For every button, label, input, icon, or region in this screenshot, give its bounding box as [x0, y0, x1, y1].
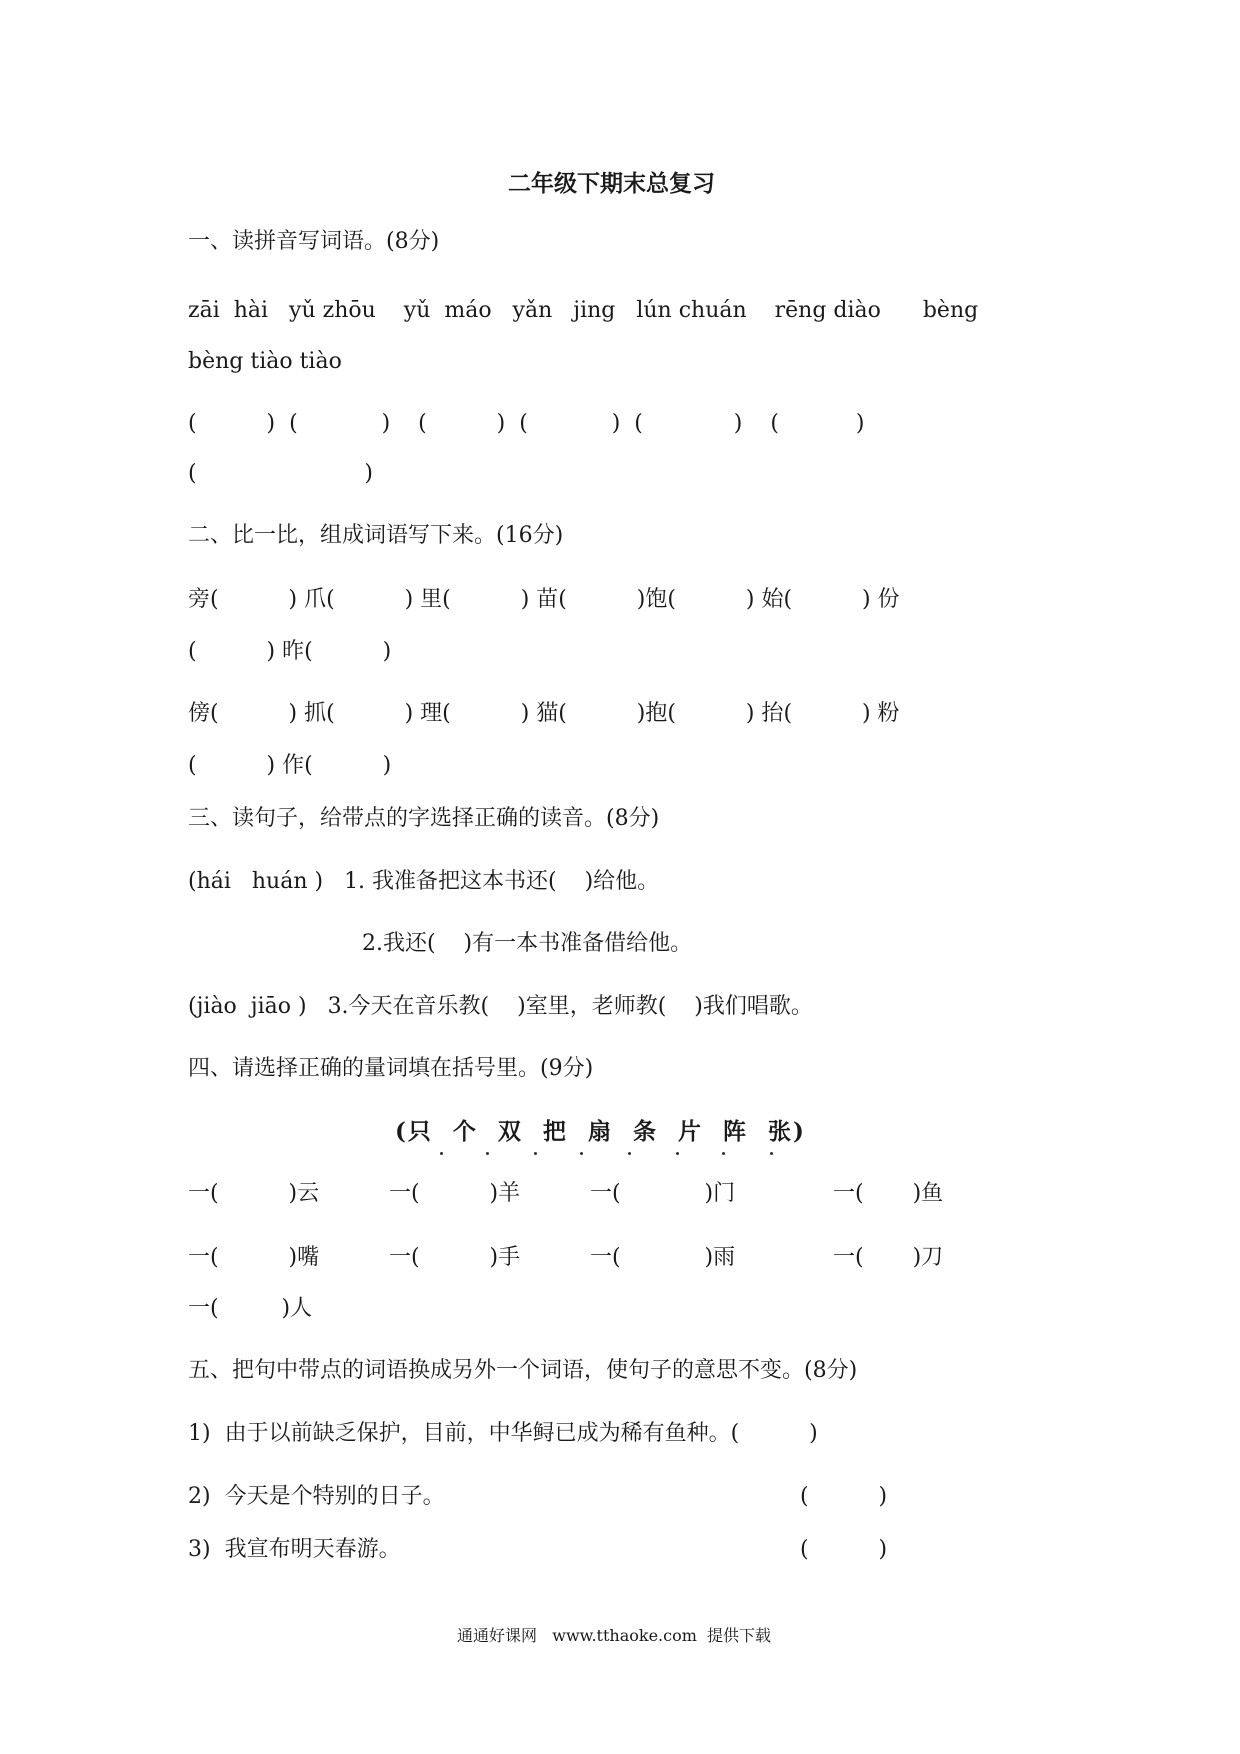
section-3-heading: 三、读句子，给带点的字选择正确的读音。(8分) [188, 806, 660, 831]
emphasis-dot [440, 1152, 443, 1155]
emphasis-dot [676, 1152, 679, 1155]
emphasis-dot [722, 1152, 725, 1155]
sentence-line-3: (jiào jiāo ) 3.今天在音乐教( )室里，老师教( )我们唱歌。 [188, 994, 813, 1019]
emphasis-dot [628, 1152, 631, 1155]
compare-row-2a: 傍( ) 抓( ) 理( ) 猫( )抱( ) 抬( ) 粉 [188, 701, 900, 726]
sentence-line-1: (hái huán ) 1. 我准备把这本书还( )给他。 [188, 869, 660, 894]
answer-brackets-line-1: ( ) ( ) ( ) ( ) ( ) ( ) [188, 411, 865, 436]
section-2-heading: 二、比一比，组成词语写下来。(16分) [188, 523, 564, 548]
page-title: 二年级下期末总复习 [508, 170, 715, 197]
emphasis-dot [534, 1152, 537, 1155]
section-5-heading: 五、把句中带点的词语换成另外一个词语，使句子的意思不变。(8分) [188, 1358, 858, 1383]
replace-item-1: 1) 由于以前缺乏保护，目前，中华鲟已成为稀有鱼种。( ) [188, 1421, 818, 1446]
measure-row-2: 一( )嘴 一( )手 一( )雨 一( )刀 [188, 1245, 944, 1270]
page-footer: 通通好课网 www.tthaoke.com 提供下载 [457, 1626, 772, 1645]
measure-word-bank: (只 个 双 把 扇 条 片 阵 张) [395, 1118, 806, 1145]
compare-row-2b: ( ) 作( ) [188, 753, 392, 778]
emphasis-dot [486, 1152, 489, 1155]
section-4-heading: 四、请选择正确的量词填在括号里。(9分) [188, 1056, 594, 1081]
pinyin-line-1: zāi hài yǔ zhōu yǔ máo yǎn jing lún chuán rēng diào bèng [188, 298, 979, 323]
replace-item-3-blank: ( ) [800, 1537, 888, 1562]
sentence-line-2: 2.我还( )有一本书准备借给他。 [362, 931, 693, 956]
emphasis-dot [770, 1152, 773, 1155]
compare-row-1b: ( ) 昨( ) [188, 639, 392, 664]
measure-row-1: 一( )云 一( )羊 一( )门 一( )鱼 [188, 1181, 944, 1206]
pinyin-line-2: bèng tiào tiào [188, 349, 342, 374]
section-1-heading: 一、读拼音写词语。(8分) [188, 229, 440, 254]
measure-row-3: 一( )人 [188, 1296, 313, 1321]
replace-item-3: 3) 我宣布明天春游。 [188, 1537, 401, 1562]
replace-item-2: 2) 今天是个特别的日子。 [188, 1484, 445, 1509]
emphasis-dot [580, 1152, 583, 1155]
answer-brackets-line-2: ( ) [188, 461, 374, 486]
replace-item-2-blank: ( ) [800, 1484, 888, 1509]
compare-row-1a: 旁( ) 爪( ) 里( ) 苗( )饱( ) 始( ) 份 [188, 587, 900, 612]
